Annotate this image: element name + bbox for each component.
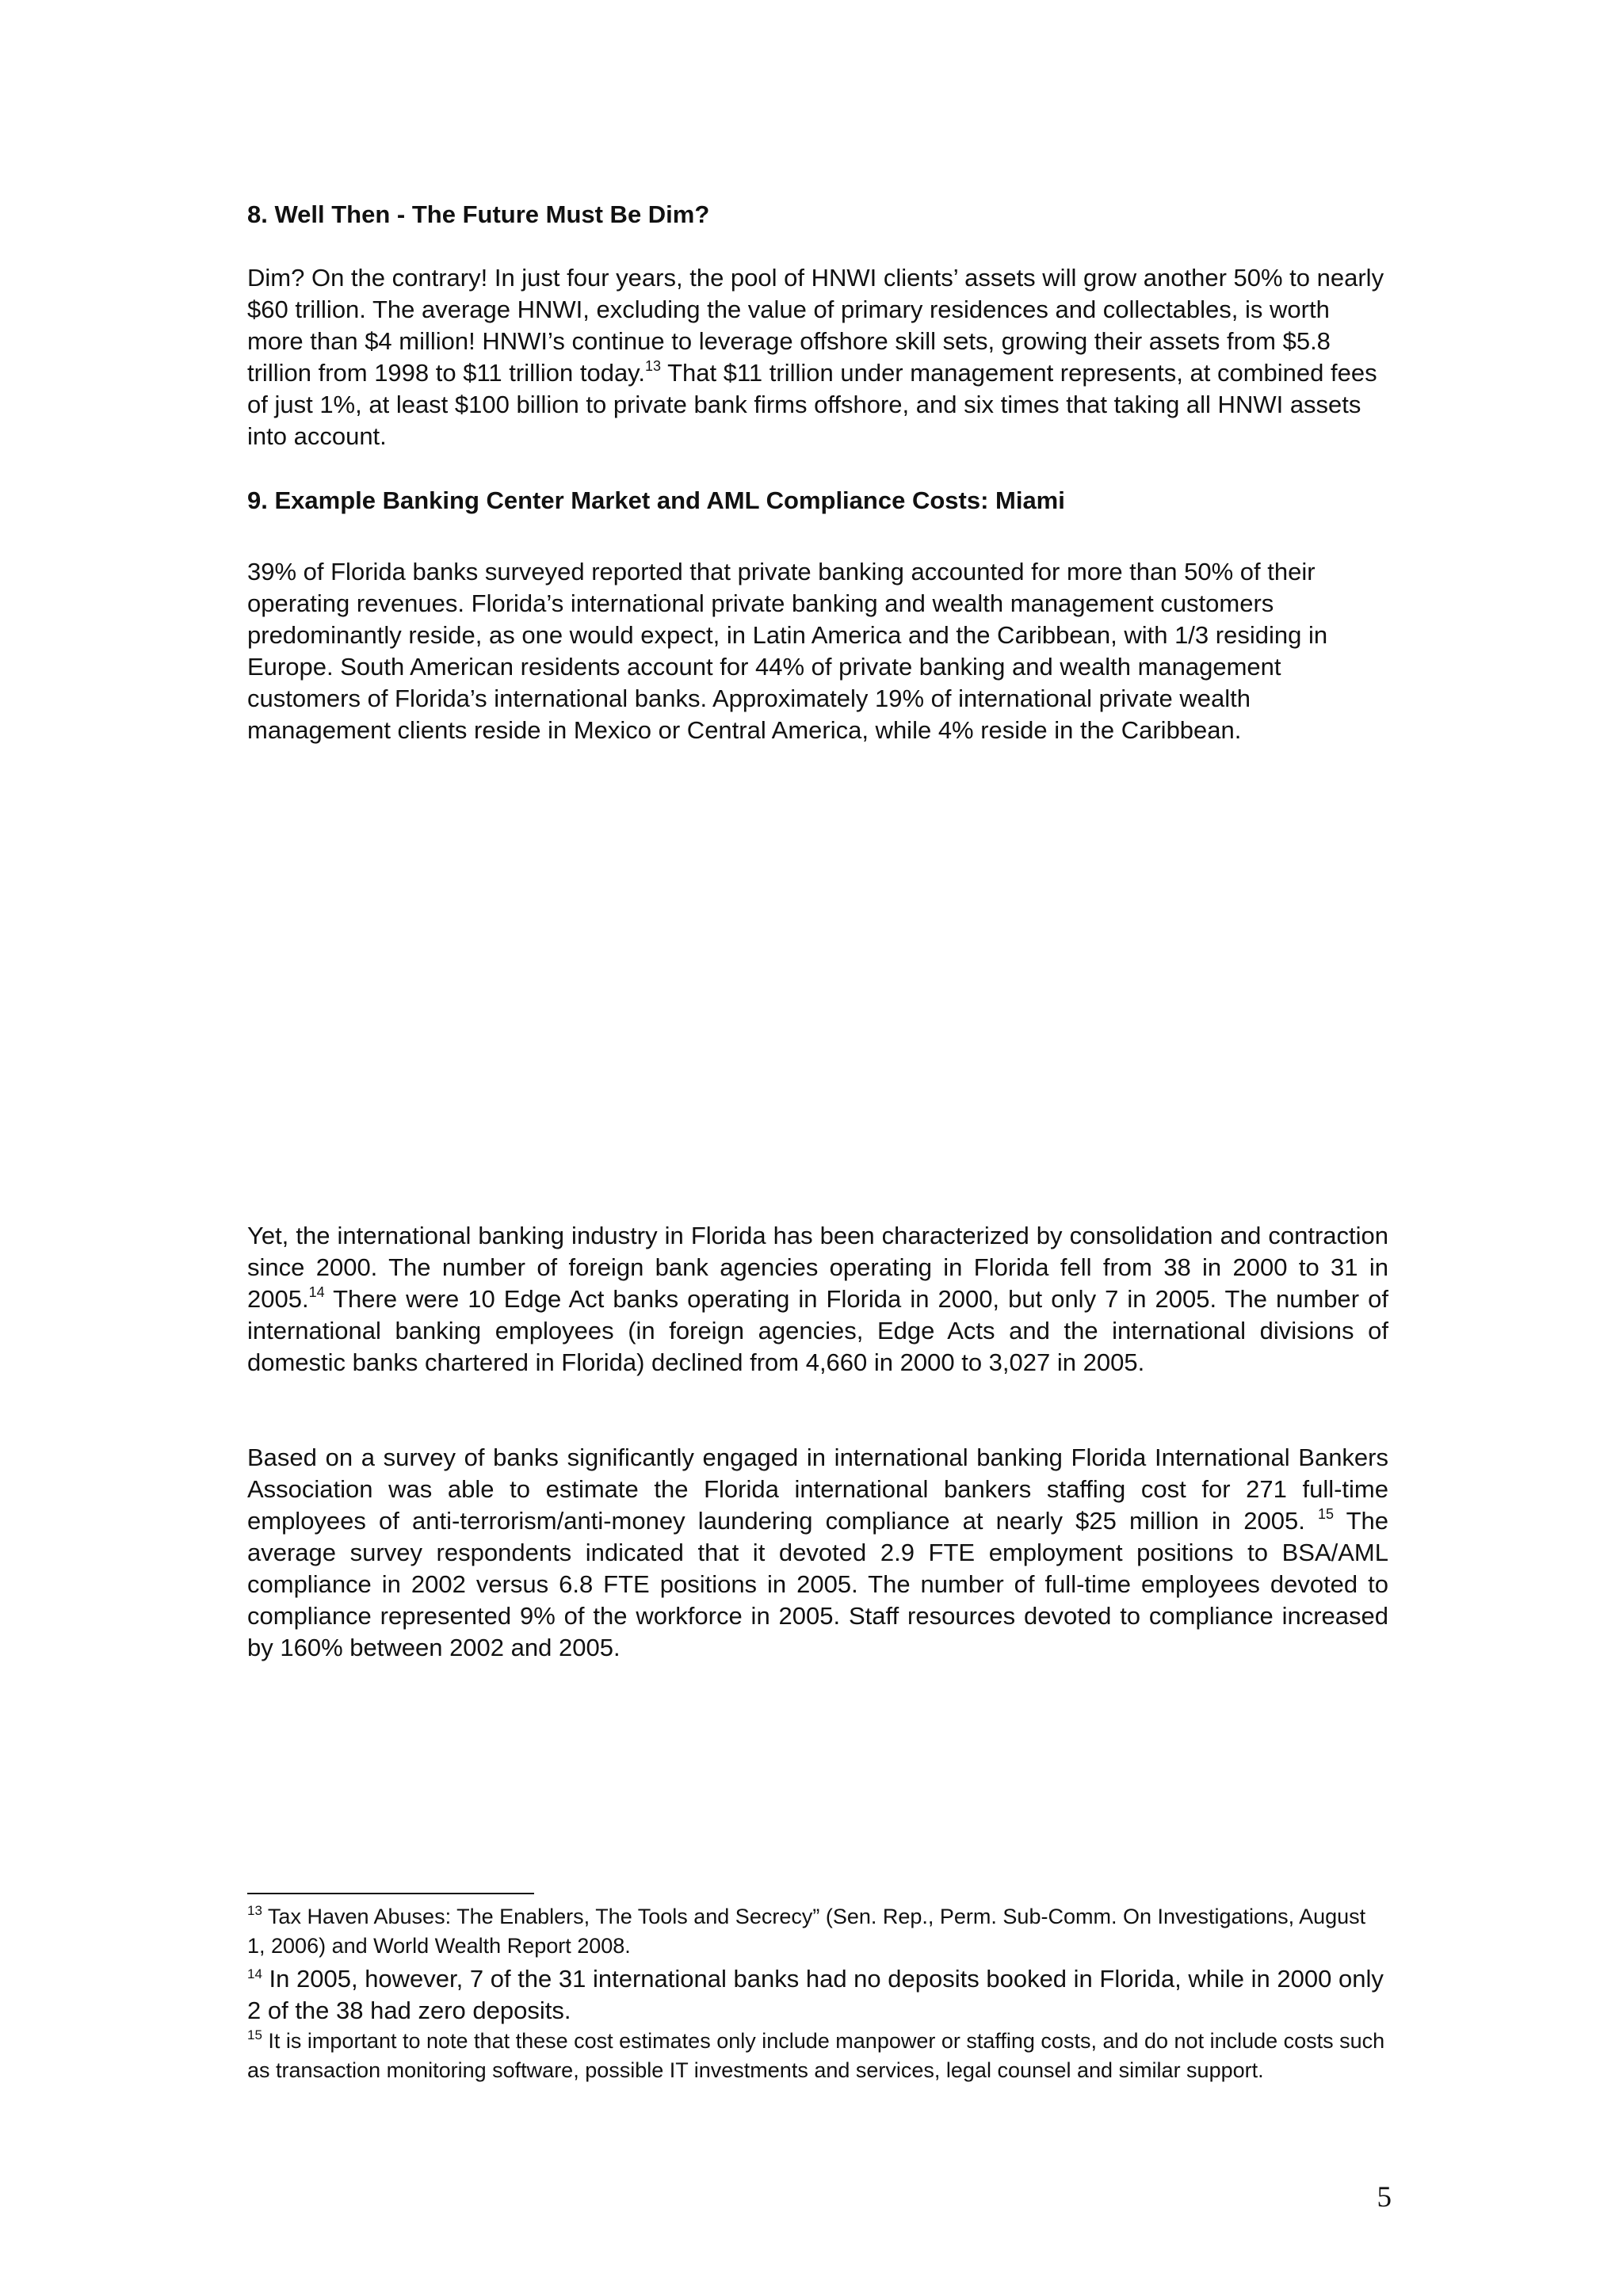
footnote-13-text: Tax Haven Abuses: The Enablers, The Tools and Secrecy” (Sen. Rep., Perm. Sub-Comm. On Investigations, August 1, 2006) and World Wealth Report 2008.: [247, 1905, 1366, 1958]
footnote-ref-14[interactable]: 14: [308, 1284, 325, 1300]
footnote-13-number: 13: [247, 1903, 262, 1918]
footnote-15-number: 15: [247, 2027, 262, 2042]
survey-paragraph: [247, 1442, 1388, 1664]
section-8-text-part2: That $11 trillion under management represents, at combined fees of just 1%, at least $100 billion to private bank firms offshore, and six times that taking all HNWI assets into account.: [247, 359, 1377, 450]
survey-text-part2: The average survey respondents indicated that it devoted 2.9 FTE employment positions to BSA/AML compliance in 2002 versus 6.8 FTE positions in 2005. The number of full-time employees devoted to compliance represented 9% of the workforce in 2005. Staff resources devoted to compliance increased by 160% between 2002 and 2005.: [247, 1507, 1388, 1661]
consolidation-paragraph: [247, 1220, 1388, 1379]
footnote-15: [247, 2027, 1388, 2085]
footnote-ref-13[interactable]: 13: [645, 358, 662, 374]
footnote-separator: [247, 1893, 534, 1894]
footnote-14-number: 14: [247, 1966, 262, 1981]
section-9-heading: 9. Example Banking Center Market and AML Compliance Costs: Miami: [247, 486, 1065, 514]
section-8-heading: 8. Well Then - The Future Must Be Dim?: [247, 200, 710, 228]
footnote-ref-15[interactable]: 15: [1317, 1506, 1334, 1522]
page-number: 5: [1377, 2181, 1392, 2214]
consolidation-text-part1: Yet, the international banking industry in Florida has been characterized by consolidation and contraction since 2000. The number of foreign bank agencies operating in Florida fell from 38 in 2000 to 31 in 2005.: [247, 1222, 1388, 1313]
consolidation-text-part2: There were 10 Edge Act banks operating in Florida in 2000, but only 7 in 2005. The number of international banking employees (in foreign agencies, Edge Acts and the international divisions of domestic banks chartered in Florida) declined from 4,660 in 2000 to 3,027 in 2005.: [247, 1285, 1388, 1376]
footnote-15-text: It is important to note that these cost estimates only include manpower or staffing costs, and do not include costs such as transaction monitoring software, possible IT investments and services, legal counsel and similar support.: [247, 2029, 1385, 2082]
section-9-paragraph: 39% of Florida banks surveyed reported that private banking accounted for more than 50% of their operating revenues. Florida’s international private banking and wealth management customers predominantly reside, as one would expect, in Latin America and the Caribbean, with 1/3 residing in Europe. South American residents account for 44% of private banking and wealth management customers of Florida’s international banks. Approximately 19% of international private wealth management clients reside in Mexico or Central America, while 4% reside in the Caribbean.: [247, 558, 1328, 744]
footnote-14: [247, 1963, 1388, 2027]
survey-text-part1: Based on a survey of banks significantly engaged in international banking Florida International Bankers Association was able to estimate the Florida international bankers staffing cost for 271 full-time employees of anti-terrorism/anti-money laundering compliance at nearly $25 million in 2005.: [247, 1444, 1388, 1535]
footnote-13: [247, 1902, 1388, 1961]
section-8-paragraph: [247, 262, 1388, 452]
footnote-14-text: In 2005, however, 7 of the 31 international banks had no deposits booked in Florida, while in 2000 only 2 of the 38 had zero deposits.: [247, 1965, 1384, 2024]
section-8-text-part1: Dim? On the contrary! In just four years, the pool of HNWI clients’ assets will grow another 50% to nearly $60 trillion. The average HNWI, excluding the value of primary residences and collectables, is worth more than $4 million! HNWI’s continue to leverage offshore skill sets, growing their assets from $5.8 trillion from 1998 to $11 trillion today.: [247, 264, 1384, 387]
